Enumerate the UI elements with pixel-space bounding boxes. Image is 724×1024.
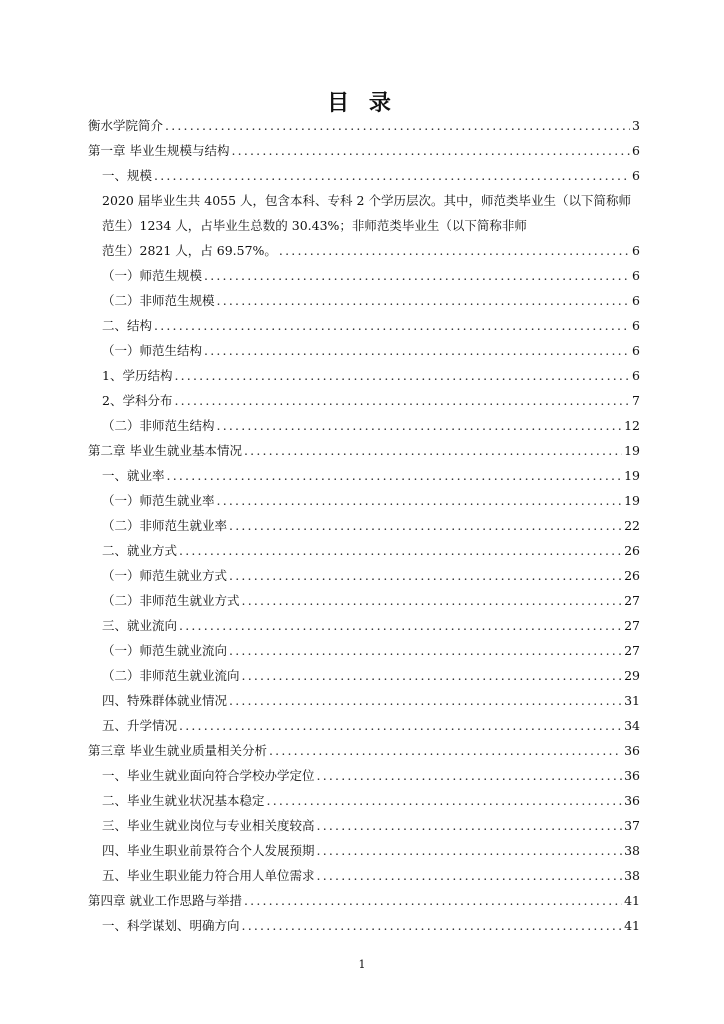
toc-entry[interactable]: [88, 638, 640, 663]
toc-leader-dots: [229, 638, 622, 663]
toc-leader-dots: [242, 663, 623, 688]
toc-entry-page: 27: [624, 593, 640, 608]
toc-entry-label: 1、学历结构: [102, 368, 173, 383]
toc-entry-label: （一）师范生规模: [102, 268, 203, 283]
toc-entry-page: 6: [632, 243, 640, 258]
toc-entry-page: 38: [624, 868, 640, 883]
toc-entry-page: 38: [624, 843, 640, 858]
toc-entry-page: 6: [632, 318, 640, 333]
toc-leader-dots: [317, 763, 623, 788]
toc-entry-page: 36: [624, 768, 640, 783]
toc-leader-dots: [179, 613, 622, 638]
toc-entry-page: 19: [624, 468, 640, 483]
toc-leader-dots: [179, 713, 622, 738]
toc-entry[interactable]: [88, 488, 640, 513]
toc-entry[interactable]: [88, 588, 640, 613]
toc-leader-dots: [244, 888, 622, 913]
toc-entry-label: 四、毕业生职业前景符合个人发展预期: [102, 843, 315, 858]
toc-entry[interactable]: [88, 138, 640, 163]
toc-entry-label: 四、特殊群体就业情况: [102, 693, 228, 708]
toc-entry[interactable]: [88, 413, 640, 438]
toc-entry[interactable]: [88, 763, 640, 788]
toc-entry-page: 6: [632, 368, 640, 383]
toc-entry-label: （二）非师范生就业流向: [102, 668, 240, 683]
toc-entry[interactable]: [88, 913, 640, 938]
toc-entry[interactable]: [88, 113, 640, 138]
toc-leader-dots: [229, 563, 622, 588]
toc-leader-dots: [204, 263, 630, 288]
toc-entry-label: 一、毕业生就业面向符合学校办学定位: [102, 768, 315, 783]
toc-leader-dots: [267, 788, 623, 813]
toc-paragraph-last-line: 范生）2821 人，占 69.57%。: [102, 243, 277, 258]
toc-paragraph-end[interactable]: [88, 238, 640, 263]
toc-entry[interactable]: [88, 363, 640, 388]
toc-leader-dots: [279, 238, 630, 263]
toc-entry[interactable]: [88, 688, 640, 713]
toc-entry-label: 一、就业率: [102, 468, 165, 483]
page-title: 目 录: [327, 91, 397, 116]
toc-entry[interactable]: [88, 513, 640, 538]
toc-entry[interactable]: [88, 788, 640, 813]
toc-leader-dots: [174, 388, 630, 413]
toc-entry-label: 一、规模: [102, 168, 153, 183]
toc-entry[interactable]: [88, 613, 640, 638]
toc-paragraph-text: 2020 届毕业生共 4055 人，包含本科、专科 2 个学历层次。其中，师范类毕业生（以下简称师范生）1234 人，占毕业生总数的 30.43%；非师范类毕业生（以下简称非师: [102, 193, 631, 233]
table-of-contents: [88, 113, 640, 938]
toc-entry-label: 衡水学院简介: [88, 118, 164, 133]
toc-entry-page: 22: [624, 518, 640, 533]
toc-entry[interactable]: [88, 888, 640, 913]
toc-entry-page: 41: [624, 918, 640, 933]
toc-entry[interactable]: [88, 313, 640, 338]
toc-entry[interactable]: [88, 288, 640, 313]
toc-entry-label: （一）师范生就业率: [102, 493, 215, 508]
toc-entry-label: （一）师范生就业方式: [102, 568, 228, 583]
toc-entry-label: 一、科学谋划、明确方向: [102, 918, 240, 933]
toc-entry-label: 三、毕业生就业岗位与专业相关度较高: [102, 818, 315, 833]
toc-entry-page: 36: [624, 793, 640, 808]
toc-entry[interactable]: [88, 163, 640, 188]
toc-leader-dots: [229, 513, 622, 538]
toc-entry-page: 34: [624, 718, 640, 733]
toc-entry-label: （一）师范生结构: [102, 343, 203, 358]
toc-entry[interactable]: [88, 263, 640, 288]
toc-leader-dots: [231, 138, 630, 163]
toc-leader-dots: [154, 163, 630, 188]
toc-entry[interactable]: [88, 388, 640, 413]
toc-entry-label: 第三章 毕业生就业质量相关分析: [88, 743, 267, 758]
toc-entry-page: 37: [624, 818, 640, 833]
toc-entry-page: 6: [632, 343, 640, 358]
toc-leader-dots: [174, 363, 630, 388]
toc-entry-label: 第一章 毕业生规模与结构: [88, 143, 230, 158]
toc-leader-dots: [165, 113, 630, 138]
toc-leader-dots: [204, 338, 630, 363]
toc-entry-label: 第四章 就业工作思路与举措: [88, 893, 242, 908]
toc-leader-dots: [317, 838, 623, 863]
toc-entry-label: （二）非师范生结构: [102, 418, 215, 433]
toc-leader-dots: [179, 538, 622, 563]
toc-entry-label: 2、学科分布: [102, 393, 173, 408]
toc-entry-label: 五、毕业生职业能力符合用人单位需求: [102, 868, 315, 883]
toc-leader-dots: [167, 463, 623, 488]
toc-entry-page: 19: [624, 493, 640, 508]
toc-paragraph-entry[interactable]: [88, 188, 640, 238]
toc-entry[interactable]: [88, 738, 640, 763]
toc-entry[interactable]: [88, 713, 640, 738]
toc-entry-label: （一）师范生就业流向: [102, 643, 228, 658]
toc-entry-page: 27: [624, 643, 640, 658]
toc-entry-page: 27: [624, 618, 640, 633]
toc-leader-dots: [217, 288, 630, 313]
toc-entry-label: 二、结构: [102, 318, 153, 333]
toc-entry[interactable]: [88, 538, 640, 563]
toc-entry-label: 二、毕业生就业状况基本稳定: [102, 793, 265, 808]
toc-leader-dots: [217, 488, 623, 513]
toc-entry[interactable]: [88, 838, 640, 863]
toc-leader-dots: [269, 738, 622, 763]
toc-entry-page: 7: [632, 393, 640, 408]
toc-entry[interactable]: [88, 438, 640, 463]
toc-leader-dots: [242, 913, 623, 938]
toc-entry[interactable]: [88, 563, 640, 588]
toc-entry-label: 五、升学情况: [102, 718, 178, 733]
toc-entry-label: （二）非师范生就业方式: [102, 593, 240, 608]
toc-entry-label: （二）非师范生就业率: [102, 518, 228, 533]
toc-entry-page: 41: [624, 893, 640, 908]
toc-entry-label: 第二章 毕业生就业基本情况: [88, 443, 242, 458]
toc-entry-page: 3: [632, 118, 640, 133]
toc-entry[interactable]: [88, 813, 640, 838]
toc-leader-dots: [217, 413, 623, 438]
toc-entry-page: 6: [632, 293, 640, 308]
page-number: 1: [358, 958, 366, 971]
toc-entry-page: 26: [624, 543, 640, 558]
toc-entry-label: （二）非师范生规模: [102, 293, 215, 308]
toc-entry-page: 6: [632, 268, 640, 283]
toc-entry-page: 6: [632, 168, 640, 183]
toc-entry-page: 12: [624, 418, 640, 433]
toc-entry[interactable]: [88, 863, 640, 888]
toc-entry-page: 19: [624, 443, 640, 458]
toc-entry[interactable]: [88, 463, 640, 488]
toc-entry-page: 36: [624, 743, 640, 758]
toc-leader-dots: [154, 313, 630, 338]
toc-entry-page: 31: [624, 693, 640, 708]
toc-leader-dots: [229, 688, 622, 713]
toc-entry-page: 26: [624, 568, 640, 583]
toc-entry-page: 29: [624, 668, 640, 683]
toc-entry[interactable]: [88, 338, 640, 363]
toc-entry[interactable]: [88, 663, 640, 688]
toc-entry-label: 三、就业流向: [102, 618, 178, 633]
toc-leader-dots: [317, 813, 623, 838]
toc-leader-dots: [317, 863, 623, 888]
toc-entry-page: 6: [632, 143, 640, 158]
toc-entry-label: 二、就业方式: [102, 543, 178, 558]
toc-leader-dots: [244, 438, 622, 463]
toc-leader-dots: [242, 588, 623, 613]
